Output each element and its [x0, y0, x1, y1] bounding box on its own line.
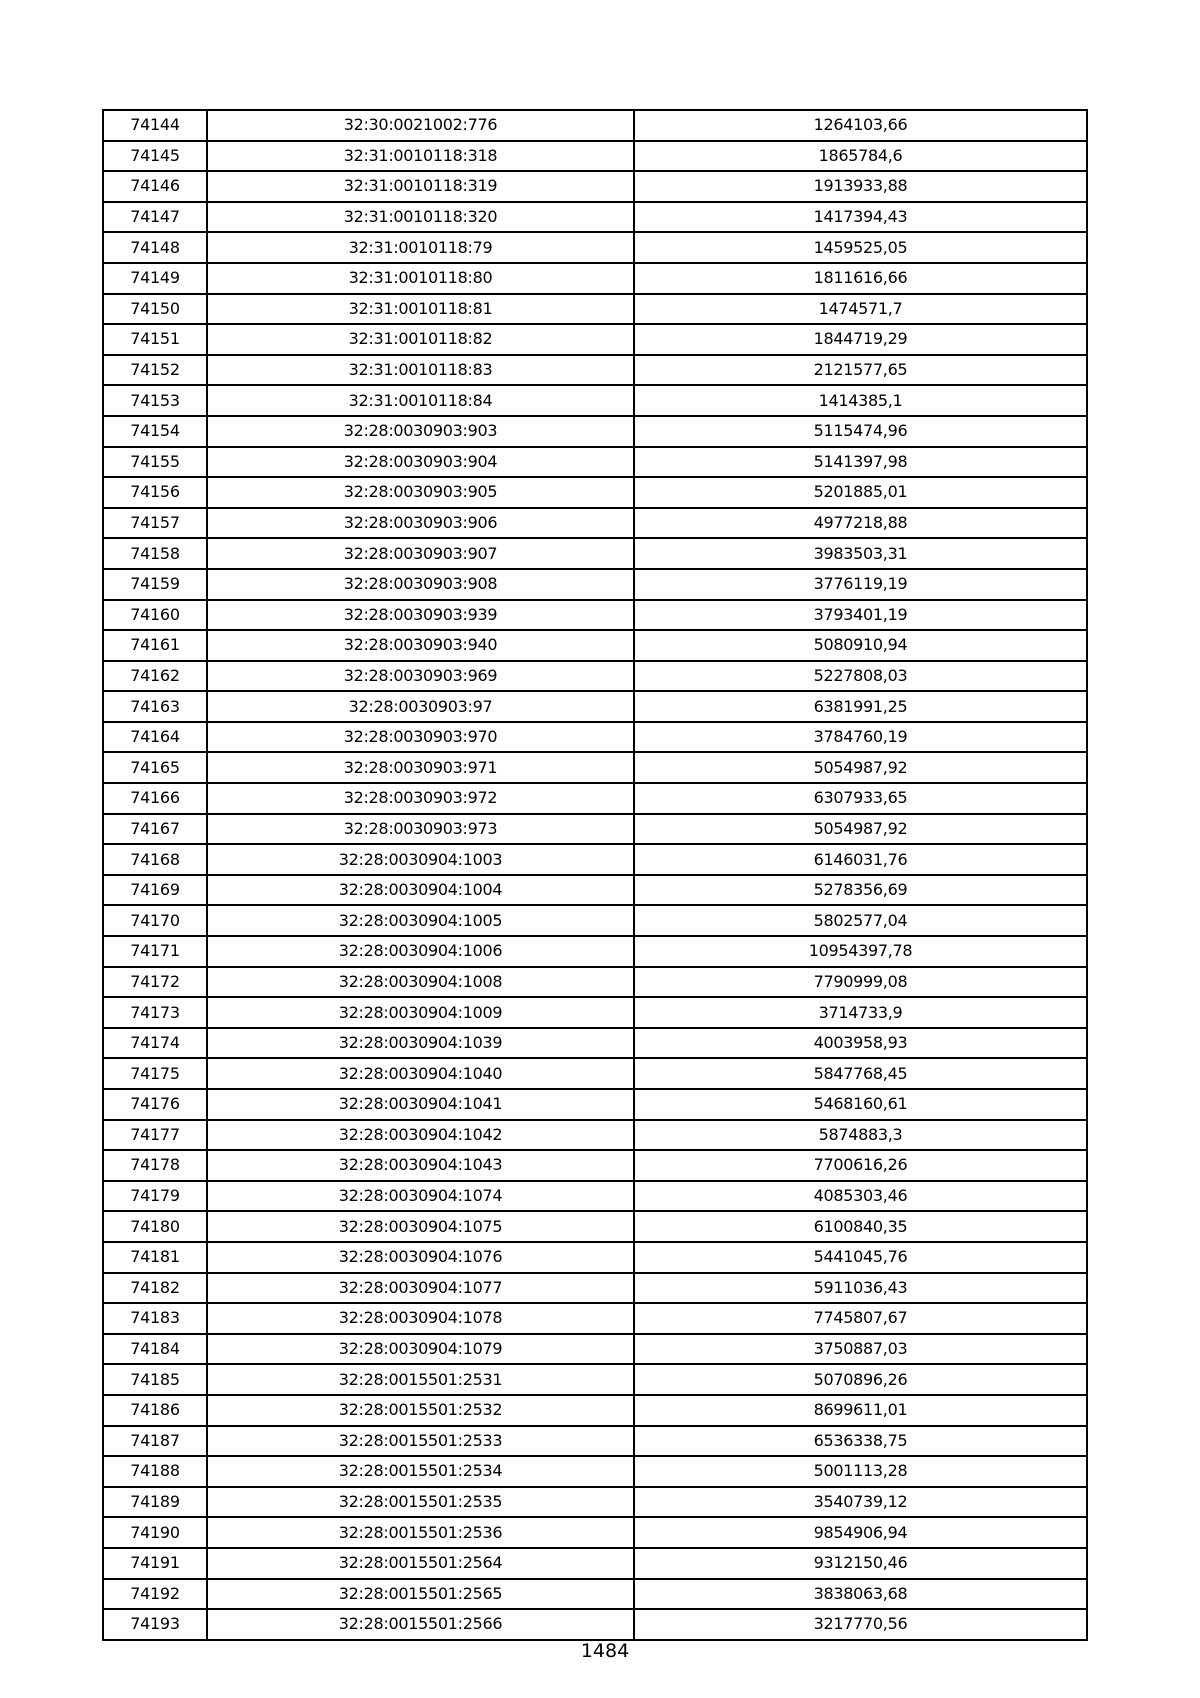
row-number-cell: 74151 — [103, 324, 207, 355]
cadastral-value-cell: 5874883,3 — [634, 1120, 1087, 1151]
cadastral-value-cell: 4003958,93 — [634, 1028, 1087, 1059]
row-number-cell: 74164 — [103, 722, 207, 753]
cadastral-value-cell: 1913933,88 — [634, 171, 1087, 202]
cadastral-number-cell: 32:28:0030903:973 — [207, 814, 634, 845]
cadastral-number-cell: 32:28:0015501:2566 — [207, 1609, 634, 1640]
table-row — [103, 1181, 1087, 1212]
cadastral-value-cell: 1844719,29 — [634, 324, 1087, 355]
cadastral-number-cell: 32:28:0030904:1078 — [207, 1303, 634, 1334]
row-number-cell: 74163 — [103, 691, 207, 722]
table-row — [103, 294, 1087, 325]
row-number-cell: 74144 — [103, 110, 207, 141]
cadastral-value-cell: 1264103,66 — [634, 110, 1087, 141]
table-row — [103, 569, 1087, 600]
cadastral-value-cell: 3540739,12 — [634, 1487, 1087, 1518]
cadastral-number-cell: 32:28:0030903:972 — [207, 783, 634, 814]
row-number-cell: 74181 — [103, 1242, 207, 1273]
cadastral-number-cell: 32:28:0030904:1039 — [207, 1028, 634, 1059]
table-row — [103, 1487, 1087, 1518]
table-row — [103, 752, 1087, 783]
cadastral-value-cell: 5847768,45 — [634, 1058, 1087, 1089]
row-number-cell: 74165 — [103, 752, 207, 783]
row-number-cell: 74167 — [103, 814, 207, 845]
table-row — [103, 1150, 1087, 1181]
row-number-cell: 74162 — [103, 661, 207, 692]
table-body — [103, 110, 1087, 1640]
cadastral-number-cell: 32:28:0030904:1003 — [207, 844, 634, 875]
cadastral-number-cell: 32:28:0030904:1042 — [207, 1120, 634, 1151]
cadastral-value-cell: 1811616,66 — [634, 263, 1087, 294]
cadastral-value-cell: 5054987,92 — [634, 752, 1087, 783]
table-row — [103, 263, 1087, 294]
cadastral-value-cell: 1459525,05 — [634, 232, 1087, 263]
table-row — [103, 1395, 1087, 1426]
cadastral-value-cell: 4977218,88 — [634, 508, 1087, 539]
cadastral-number-cell: 32:28:0030904:1005 — [207, 905, 634, 936]
cadastral-value-cell: 5278356,69 — [634, 875, 1087, 906]
table-row — [103, 661, 1087, 692]
row-number-cell: 74154 — [103, 416, 207, 447]
cadastral-number-cell: 32:30:0021002:776 — [207, 110, 634, 141]
cadastral-number-cell: 32:31:0010118:83 — [207, 355, 634, 386]
cadastral-value-cell: 6307933,65 — [634, 783, 1087, 814]
cadastral-value-cell: 1474571,7 — [634, 294, 1087, 325]
table-row — [103, 600, 1087, 631]
cadastral-number-cell: 32:28:0030904:1041 — [207, 1089, 634, 1120]
cadastral-value-table — [102, 109, 1088, 1641]
table-row — [103, 814, 1087, 845]
table-row — [103, 1303, 1087, 1334]
cadastral-number-cell: 32:28:0030904:1040 — [207, 1058, 634, 1089]
table-row — [103, 385, 1087, 416]
row-number-cell: 74179 — [103, 1181, 207, 1212]
row-number-cell: 74190 — [103, 1517, 207, 1548]
row-number-cell: 74166 — [103, 783, 207, 814]
cadastral-value-cell: 6100840,35 — [634, 1211, 1087, 1242]
cadastral-number-cell: 32:28:0030903:903 — [207, 416, 634, 447]
table-row — [103, 997, 1087, 1028]
cadastral-number-cell: 32:28:0030903:906 — [207, 508, 634, 539]
cadastral-number-cell: 32:28:0030904:1077 — [207, 1273, 634, 1304]
cadastral-value-cell: 4085303,46 — [634, 1181, 1087, 1212]
cadastral-value-cell: 6146031,76 — [634, 844, 1087, 875]
row-number-cell: 74147 — [103, 202, 207, 233]
table-row — [103, 355, 1087, 386]
row-number-cell: 74184 — [103, 1334, 207, 1365]
row-number-cell: 74170 — [103, 905, 207, 936]
cadastral-value-cell: 10954397,78 — [634, 936, 1087, 967]
row-number-cell: 74177 — [103, 1120, 207, 1151]
cadastral-number-cell: 32:28:0030904:1008 — [207, 967, 634, 998]
row-number-cell: 74156 — [103, 477, 207, 508]
table-row — [103, 171, 1087, 202]
table-row — [103, 691, 1087, 722]
cadastral-number-cell: 32:28:0030904:1076 — [207, 1242, 634, 1273]
row-number-cell: 74189 — [103, 1487, 207, 1518]
cadastral-number-cell: 32:28:0015501:2534 — [207, 1456, 634, 1487]
row-number-cell: 74182 — [103, 1273, 207, 1304]
cadastral-value-cell: 5227808,03 — [634, 661, 1087, 692]
cadastral-number-cell: 32:28:0030903:904 — [207, 447, 634, 478]
cadastral-value-cell: 6536338,75 — [634, 1426, 1087, 1457]
cadastral-value-cell: 3784760,19 — [634, 722, 1087, 753]
row-number-cell: 74148 — [103, 232, 207, 263]
table-row — [103, 1089, 1087, 1120]
cadastral-value-cell: 2121577,65 — [634, 355, 1087, 386]
row-number-cell: 74145 — [103, 141, 207, 172]
cadastral-number-cell: 32:28:0030904:1079 — [207, 1334, 634, 1365]
row-number-cell: 74157 — [103, 508, 207, 539]
table-row — [103, 508, 1087, 539]
cadastral-number-cell: 32:28:0015501:2531 — [207, 1364, 634, 1395]
cadastral-value-cell: 5080910,94 — [634, 630, 1087, 661]
cadastral-number-cell: 32:28:0030904:1004 — [207, 875, 634, 906]
row-number-cell: 74192 — [103, 1579, 207, 1610]
row-number-cell: 74173 — [103, 997, 207, 1028]
cadastral-number-cell: 32:28:0030904:1006 — [207, 936, 634, 967]
cadastral-number-cell: 32:28:0030903:905 — [207, 477, 634, 508]
row-number-cell: 74188 — [103, 1456, 207, 1487]
cadastral-value-cell: 5070896,26 — [634, 1364, 1087, 1395]
cadastral-value-cell: 7700616,26 — [634, 1150, 1087, 1181]
cadastral-value-cell: 5911036,43 — [634, 1273, 1087, 1304]
cadastral-number-cell: 32:31:0010118:84 — [207, 385, 634, 416]
row-number-cell: 74153 — [103, 385, 207, 416]
table-row — [103, 1242, 1087, 1273]
cadastral-number-cell: 32:31:0010118:320 — [207, 202, 634, 233]
row-number-cell: 74185 — [103, 1364, 207, 1395]
table-row — [103, 416, 1087, 447]
row-number-cell: 74176 — [103, 1089, 207, 1120]
row-number-cell: 74161 — [103, 630, 207, 661]
cadastral-number-cell: 32:28:0030903:907 — [207, 538, 634, 569]
table-row — [103, 1273, 1087, 1304]
table-row — [103, 1120, 1087, 1151]
cadastral-value-cell: 5115474,96 — [634, 416, 1087, 447]
table-row — [103, 1334, 1087, 1365]
cadastral-value-cell: 3838063,68 — [634, 1579, 1087, 1610]
cadastral-value-cell: 5001113,28 — [634, 1456, 1087, 1487]
page-number: 1484 — [580, 1640, 630, 1662]
cadastral-value-cell: 9312150,46 — [634, 1548, 1087, 1579]
cadastral-value-cell: 3714733,9 — [634, 997, 1087, 1028]
row-number-cell: 74150 — [103, 294, 207, 325]
cadastral-number-cell: 32:28:0030903:971 — [207, 752, 634, 783]
cadastral-number-cell: 32:31:0010118:319 — [207, 171, 634, 202]
cadastral-value-cell: 5141397,98 — [634, 447, 1087, 478]
cadastral-number-cell: 32:28:0015501:2564 — [207, 1548, 634, 1579]
table-row — [103, 967, 1087, 998]
cadastral-value-cell: 3983503,31 — [634, 538, 1087, 569]
table-row — [103, 1609, 1087, 1640]
cadastral-number-cell: 32:31:0010118:79 — [207, 232, 634, 263]
cadastral-value-cell: 8699611,01 — [634, 1395, 1087, 1426]
cadastral-value-cell: 5802577,04 — [634, 905, 1087, 936]
cadastral-number-cell: 32:28:0030903:908 — [207, 569, 634, 600]
cadastral-value-cell: 1865784,6 — [634, 141, 1087, 172]
cadastral-number-cell: 32:28:0015501:2532 — [207, 1395, 634, 1426]
cadastral-number-cell: 32:28:0030903:970 — [207, 722, 634, 753]
row-number-cell: 74175 — [103, 1058, 207, 1089]
row-number-cell: 74193 — [103, 1609, 207, 1640]
row-number-cell: 74174 — [103, 1028, 207, 1059]
row-number-cell: 74169 — [103, 875, 207, 906]
cadastral-number-cell: 32:28:0015501:2536 — [207, 1517, 634, 1548]
row-number-cell: 74160 — [103, 600, 207, 631]
cadastral-number-cell: 32:28:0030903:969 — [207, 661, 634, 692]
table-row — [103, 1517, 1087, 1548]
cadastral-value-cell: 3776119,19 — [634, 569, 1087, 600]
row-number-cell: 74186 — [103, 1395, 207, 1426]
row-number-cell: 74180 — [103, 1211, 207, 1242]
cadastral-number-cell: 32:31:0010118:81 — [207, 294, 634, 325]
cadastral-number-cell: 32:28:0030903:940 — [207, 630, 634, 661]
row-number-cell: 74171 — [103, 936, 207, 967]
cadastral-value-cell: 5468160,61 — [634, 1089, 1087, 1120]
cadastral-number-cell: 32:28:0015501:2535 — [207, 1487, 634, 1518]
cadastral-value-cell: 3750887,03 — [634, 1334, 1087, 1365]
cadastral-value-cell: 7745807,67 — [634, 1303, 1087, 1334]
table-row — [103, 1211, 1087, 1242]
table-row — [103, 630, 1087, 661]
row-number-cell: 74183 — [103, 1303, 207, 1334]
table-row — [103, 1364, 1087, 1395]
cadastral-number-cell: 32:28:0030903:97 — [207, 691, 634, 722]
row-number-cell: 74158 — [103, 538, 207, 569]
table-row — [103, 202, 1087, 233]
cadastral-number-cell: 32:28:0030904:1043 — [207, 1150, 634, 1181]
table-row — [103, 936, 1087, 967]
row-number-cell: 74178 — [103, 1150, 207, 1181]
cadastral-number-cell: 32:28:0030904:1074 — [207, 1181, 634, 1212]
cadastral-value-cell: 1417394,43 — [634, 202, 1087, 233]
cadastral-number-cell: 32:28:0030903:939 — [207, 600, 634, 631]
table-row — [103, 324, 1087, 355]
row-number-cell: 74155 — [103, 447, 207, 478]
row-number-cell: 74191 — [103, 1548, 207, 1579]
cadastral-number-cell: 32:28:0015501:2533 — [207, 1426, 634, 1457]
cadastral-value-cell: 5054987,92 — [634, 814, 1087, 845]
table-row — [103, 447, 1087, 478]
cadastral-value-cell: 3793401,19 — [634, 600, 1087, 631]
cadastral-value-cell: 7790999,08 — [634, 967, 1087, 998]
cadastral-number-cell: 32:31:0010118:80 — [207, 263, 634, 294]
table-row — [103, 905, 1087, 936]
table-row — [103, 1456, 1087, 1487]
table-row — [103, 1426, 1087, 1457]
cadastral-value-cell: 5201885,01 — [634, 477, 1087, 508]
cadastral-number-cell: 32:31:0010118:318 — [207, 141, 634, 172]
cadastral-value-cell: 3217770,56 — [634, 1609, 1087, 1640]
table-row — [103, 110, 1087, 141]
row-number-cell: 74172 — [103, 967, 207, 998]
table-row — [103, 538, 1087, 569]
table-row — [103, 844, 1087, 875]
row-number-cell: 74159 — [103, 569, 207, 600]
cadastral-value-cell: 5441045,76 — [634, 1242, 1087, 1273]
table-row — [103, 232, 1087, 263]
table-row — [103, 1028, 1087, 1059]
cadastral-value-cell: 1414385,1 — [634, 385, 1087, 416]
cadastral-value-cell: 6381991,25 — [634, 691, 1087, 722]
table-row — [103, 1058, 1087, 1089]
row-number-cell: 74149 — [103, 263, 207, 294]
row-number-cell: 74187 — [103, 1426, 207, 1457]
cadastral-number-cell: 32:31:0010118:82 — [207, 324, 634, 355]
cadastral-number-cell: 32:28:0030904:1075 — [207, 1211, 634, 1242]
table-row — [103, 1548, 1087, 1579]
table-row — [103, 141, 1087, 172]
table-row — [103, 783, 1087, 814]
table-row — [103, 477, 1087, 508]
table-row — [103, 1579, 1087, 1610]
row-number-cell: 74146 — [103, 171, 207, 202]
table-row — [103, 722, 1087, 753]
row-number-cell: 74152 — [103, 355, 207, 386]
table-row — [103, 875, 1087, 906]
row-number-cell: 74168 — [103, 844, 207, 875]
cadastral-number-cell: 32:28:0030904:1009 — [207, 997, 634, 1028]
cadastral-value-cell: 9854906,94 — [634, 1517, 1087, 1548]
cadastral-number-cell: 32:28:0015501:2565 — [207, 1579, 634, 1610]
